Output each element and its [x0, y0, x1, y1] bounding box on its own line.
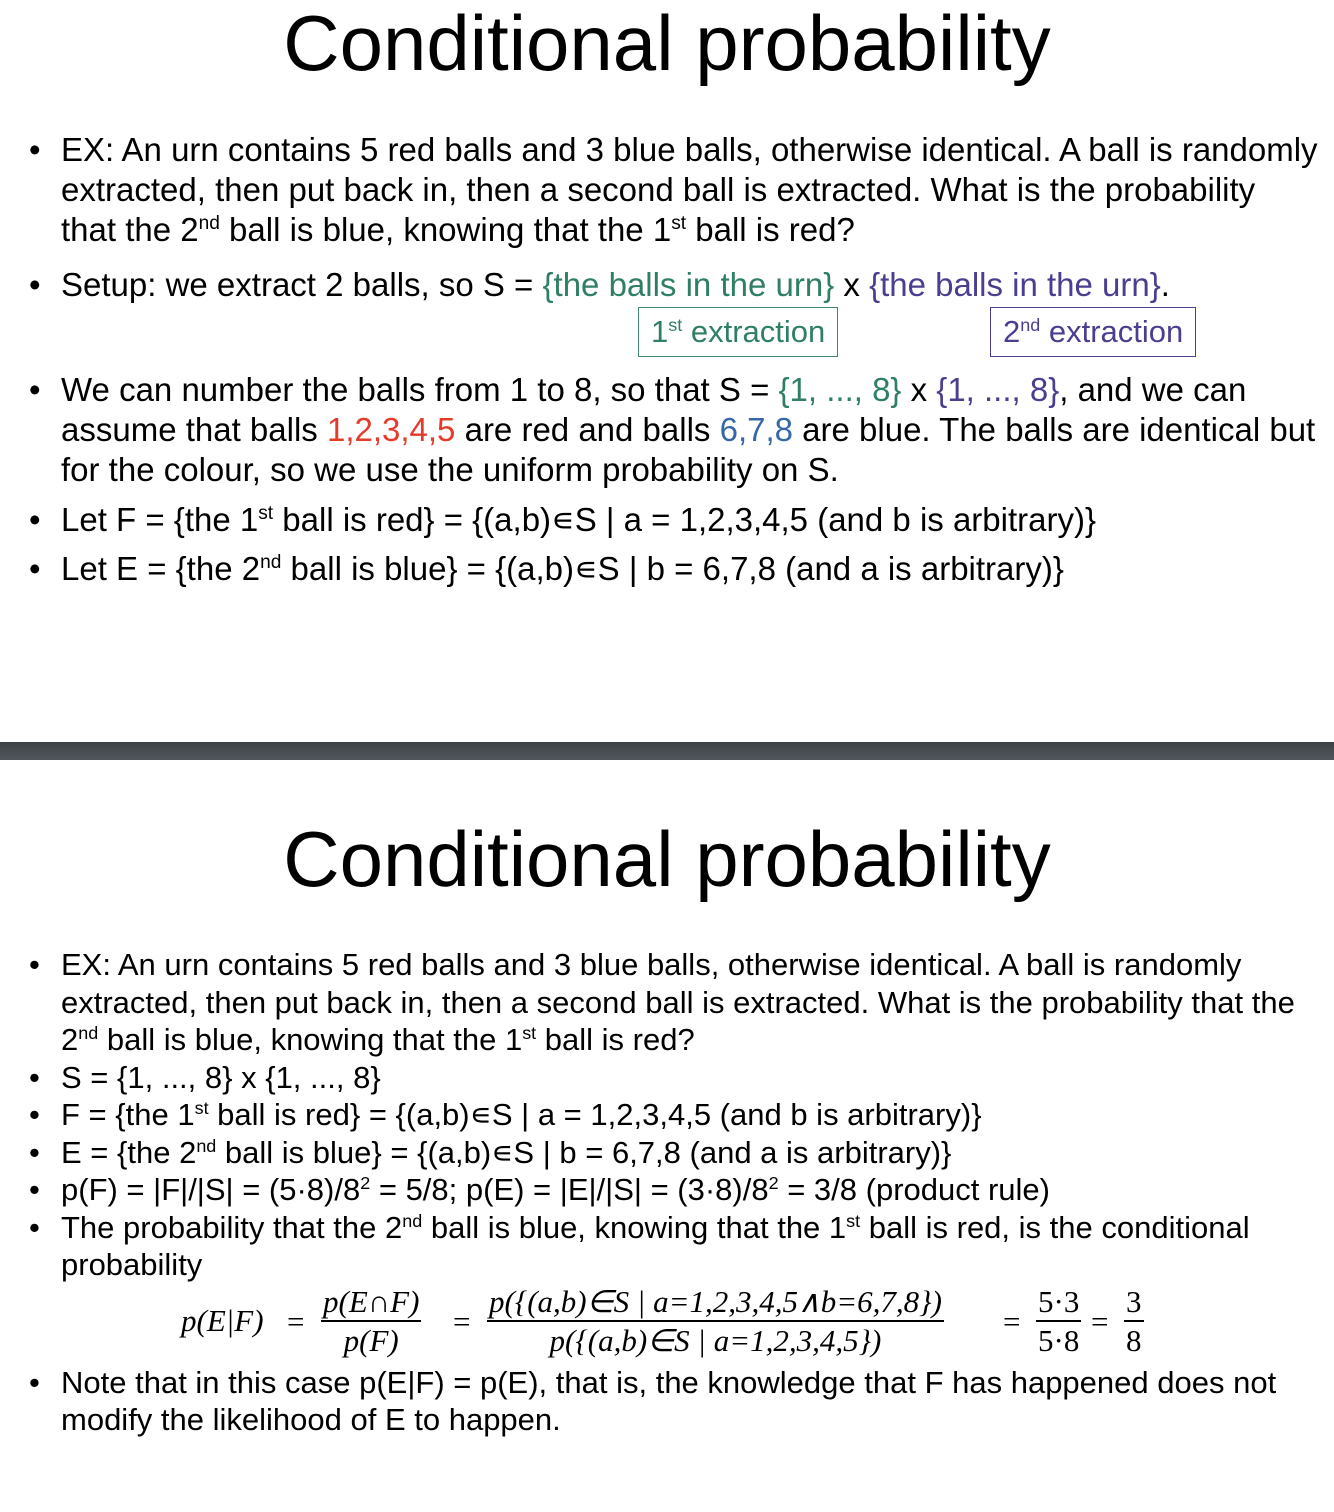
slide-1 — [0, 0, 1334, 742]
bullet-event-f: • Let F = {the 1st ball is red} = {(a,b)∊S | a = 1,2,3,4,5 (and b is arbitrary)} — [28, 500, 1318, 540]
bullet-list — [28, 946, 1318, 1439]
formula-fraction-3: $\frac{5\cdot 3}{5\cdot 8}$ — [1038, 1283, 1080, 1358]
first-extraction-box: 1st extraction — [638, 307, 838, 357]
formula-equals: = — [287, 1303, 305, 1339]
slide-2 — [0, 760, 1334, 1512]
slide-divider — [0, 742, 1334, 760]
bullet-event-e: • E = {the 2nd ball is blue} = {(a,b)∊S | b = 6,7,8 (and a is arbitrary)} — [28, 1134, 1318, 1172]
slide-title: Conditional probability — [283, 0, 1051, 87]
formula-fraction-4: $\frac{3}{8}$ — [1126, 1283, 1142, 1358]
bullet-note: • Note that in this case p(E|F) = p(E), that is, the knowledge that F has happened does not modify the likelihood of E to happen. — [28, 1364, 1318, 1439]
bullet-example: • EX: An urn contains 5 red balls and 3 blue balls, otherwise identical. A ball is randomly extracted, then put back in, then a second ball is extracted. What is the probability that the 2nd ball is blue, knowing that the 1st ball is red? — [28, 946, 1318, 1059]
extraction-labels — [60, 305, 1260, 371]
formula-equals: = — [453, 1303, 471, 1339]
bullet-numbering: • We can number the balls from 1 to 8, so that S = {1, ..., 8} x {1, ..., 8}, and we can assume that balls 1,2,3,4,5 are red and balls 6,7,8 are blue. The balls are identical but for the colour, so we use the uniform probability on S. — [28, 370, 1318, 490]
bullet-setup: • Setup: we extract 2 balls, so S = {the balls in the urn} x {the balls in the urn}. — [28, 265, 1318, 305]
formula-equals: = — [1003, 1303, 1021, 1339]
bullet-conditional: • The probability that the 2nd ball is blue, knowing that the 1st ball is red, is the conditional probability p(E|F) = $\frac{p(E\cap F)}{p(F)}$ = $\frac{p(\{(a,b)\in S | a=1,2,3,4,5\wedge b=6,7,8\})}{p(\{(a,b)\in S | a=1,2,3,4,5\})}$ = $\frac{5\cdot 3}{5\cdot 8}$ = $\frac{3}{8}$ — [28, 1209, 1318, 1360]
bullet-sample-space: • S = {1, ..., 8} x {1, ..., 8} — [28, 1059, 1318, 1097]
formula-equals: = — [1091, 1303, 1109, 1339]
formula-fraction-2: $\frac{p(\{(a,b)\in S | a=1,2,3,4,5\wedge b=6,7,8\})}{p(\{(a,b)\in S | a=1,2,3,4,5\})}$ — [489, 1283, 942, 1358]
formula-fraction-1: $\frac{p(E\cap F)}{p(F)}$ — [323, 1283, 420, 1358]
bullet-list — [28, 130, 1318, 305]
bullet-list-2 — [28, 370, 1318, 589]
bullet-event-f: • F = {the 1st ball is red} = {(a,b)∊S | a = 1,2,3,4,5 (and b is arbitrary)} — [28, 1096, 1318, 1134]
slide-title: Conditional probability — [283, 815, 1051, 903]
bullet-event-e: • Let E = {the 2nd ball is blue} = {(a,b)∊S | b = 6,7,8 (and a is arbitrary)} — [28, 549, 1318, 589]
bullet-example: • EX: An urn contains 5 red balls and 3 blue balls, otherwise identical. A ball is randomly extracted, then put back in, then a second ball is extracted. What is the probability that the 2nd ball is blue, knowing that the 1st ball is red? — [28, 130, 1318, 250]
formula-lhs: p(E|F) — [181, 1302, 264, 1338]
bullet-probabilities: • $p(F) = |F|/|S| = (5\cdot 8)/8^2 = 5/8$; $p(E) = |E|/|S| = (3\cdot 8)/8^2 = 3/8$ (product rule) — [28, 1171, 1318, 1209]
second-extraction-box: 2nd extraction — [990, 307, 1196, 357]
